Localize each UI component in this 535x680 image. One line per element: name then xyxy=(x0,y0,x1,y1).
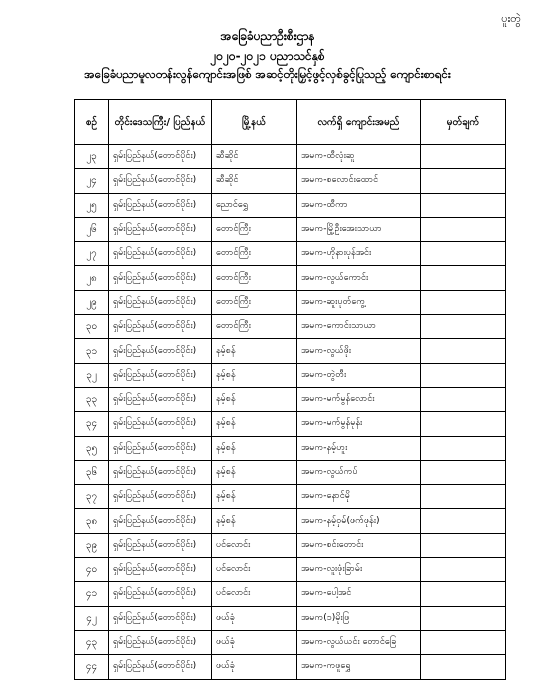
cell-remark xyxy=(421,145,506,169)
cell-remark xyxy=(421,387,506,411)
cell-school: အမက-ကဖူရွှေ xyxy=(297,655,421,679)
header-school: လက်ရှိ ကျောင်းအမည် xyxy=(297,100,421,145)
cell-remark xyxy=(421,169,506,193)
cell-school: အမက-လွယ်ဖိုး xyxy=(297,339,421,363)
cell-school: အမက-မြို့ဦးအေးသာယာ xyxy=(297,217,421,241)
cell-remark xyxy=(421,193,506,217)
cell-school: အမက-မက်မွန်လောင်း xyxy=(297,387,421,411)
cell-region: ရှမ်းပြည်နယ်(တောင်ပိုင်း) xyxy=(109,145,212,169)
cell-remark xyxy=(421,290,506,314)
table-row xyxy=(75,436,506,460)
table-row xyxy=(75,387,506,411)
cell-region: ရှမ်းပြည်နယ်(တောင်ပိုင်း) xyxy=(109,315,212,339)
cell-no: ၃၁ xyxy=(75,339,109,363)
cell-no: ၃၉ xyxy=(75,533,109,557)
cell-school: အမက-လူးဖုံးခြာမ်း xyxy=(297,558,421,582)
cell-no: ၂၆ xyxy=(75,217,109,241)
table-row xyxy=(75,582,506,606)
cell-no: ၃၅ xyxy=(75,436,109,460)
table-row xyxy=(75,606,506,630)
cell-remark xyxy=(421,266,506,290)
cell-school: အမက-နမ့်ဟူး xyxy=(297,436,421,460)
cell-township: ပင်လောင်း xyxy=(212,558,297,582)
cell-region: ရှမ်းပြည်နယ်(တောင်ပိုင်း) xyxy=(109,266,212,290)
cell-township: တောင်ကြီး xyxy=(212,315,297,339)
cell-remark xyxy=(421,217,506,241)
cell-region: ရှမ်းပြည်နယ်(တောင်ပိုင်း) xyxy=(109,169,212,193)
cell-remark xyxy=(421,339,506,363)
table-row xyxy=(75,509,506,533)
table-row xyxy=(75,339,506,363)
cell-no: ၃၄ xyxy=(75,412,109,436)
cell-school: အမက(၁)မိုးဖြ xyxy=(297,606,421,630)
cell-region: ရှမ်းပြည်နယ်(တောင်ပိုင်း) xyxy=(109,509,212,533)
cell-region: ရှမ်းပြည်နယ်(တောင်ပိုင်း) xyxy=(109,533,212,557)
cell-remark xyxy=(421,655,506,679)
table-row xyxy=(75,485,506,509)
cell-township: တောင်ကြီး xyxy=(212,217,297,241)
cell-school: အမက-ဟိုနားပုန်အင်း xyxy=(297,242,421,266)
department-title: အခြေခံပညာဦးစီးဌာန xyxy=(220,29,315,43)
cell-school: အမက-ဆူးပုတ်ကွေ့ xyxy=(297,290,421,314)
cell-township: ဖယ်ခုံ xyxy=(212,606,297,630)
cell-no: ၄၄ xyxy=(75,655,109,679)
attachment-label: ပူးတွဲ xyxy=(501,12,521,25)
table-row xyxy=(75,242,506,266)
cell-school: အမက-လွယ်ကောင်း xyxy=(297,266,421,290)
header-region: တိုင်းဒေသကြီး/ ပြည်နယ် xyxy=(109,100,212,145)
table-row xyxy=(75,217,506,241)
header-township: မြို့နယ် xyxy=(212,100,297,145)
table-row xyxy=(75,363,506,387)
table-row xyxy=(75,169,506,193)
cell-township: တောင်ကြီး xyxy=(212,290,297,314)
cell-remark xyxy=(421,630,506,654)
cell-township: နမ့်စန် xyxy=(212,363,297,387)
cell-school: အမက-ထီကာ xyxy=(297,193,421,217)
header-no: စဉ် xyxy=(75,100,109,145)
cell-no: ၃၈ xyxy=(75,509,109,533)
cell-township: နမ့်စန် xyxy=(212,485,297,509)
cell-remark xyxy=(421,460,506,484)
cell-no: ၂၉ xyxy=(75,290,109,314)
cell-region: ရှမ်းပြည်နယ်(တောင်ပိုင်း) xyxy=(109,412,212,436)
cell-region: ရှမ်းပြည်နယ်(တောင်ပိုင်း) xyxy=(109,655,212,679)
cell-region: ရှမ်းပြည်နယ်(တောင်ပိုင်း) xyxy=(109,485,212,509)
cell-region: ရှမ်းပြည်နယ်(တောင်ပိုင်း) xyxy=(109,363,212,387)
school-list-table xyxy=(74,99,506,680)
cell-region: ရှမ်းပြည်နယ်(တောင်ပိုင်း) xyxy=(109,242,212,266)
table-row xyxy=(75,266,506,290)
cell-remark xyxy=(421,242,506,266)
cell-region: ရှမ်းပြည်နယ်(တောင်ပိုင်း) xyxy=(109,339,212,363)
cell-no: ၂၇ xyxy=(75,242,109,266)
table-row xyxy=(75,145,506,169)
cell-school: အမက-လွယ်ယင်း တောင်ခြေ xyxy=(297,630,421,654)
cell-township: ဖယ်ခုံ xyxy=(212,630,297,654)
cell-township: ညောင်ရွှေ xyxy=(212,193,297,217)
cell-school: အမက-နောင်မို xyxy=(297,485,421,509)
cell-school: အမက-တွဲတီး xyxy=(297,363,421,387)
cell-remark xyxy=(421,582,506,606)
table-row xyxy=(75,412,506,436)
cell-township: တောင်ကြီး xyxy=(212,266,297,290)
cell-no: ၄၂ xyxy=(75,606,109,630)
cell-no: ၄၃ xyxy=(75,630,109,654)
cell-no: ၂၈ xyxy=(75,266,109,290)
academic-year-title: ၂၀၂၀-၂၀၂၁ ပညာသင်နှစ် xyxy=(210,49,325,63)
table-row xyxy=(75,315,506,339)
cell-township: ပင်လောင်း xyxy=(212,533,297,557)
cell-remark xyxy=(421,509,506,533)
cell-township: နမ့်စန် xyxy=(212,387,297,411)
list-title: အခြေခံပညာမူလတန်းလွန်ကျောင်းအဖြစ် အဆင့်တိုးမြှင့်ဖွင့်လှစ်ခွင့်ပြုသည့် ကျောင်းစာရင်း xyxy=(84,67,451,81)
cell-no: ၂၅ xyxy=(75,193,109,217)
table-row xyxy=(75,533,506,557)
cell-township: ဆီဆိုင် xyxy=(212,169,297,193)
cell-township: နမ့်စန် xyxy=(212,460,297,484)
table-header-row xyxy=(75,100,506,145)
cell-school: အမက-မက်မွန်မုန်း xyxy=(297,412,421,436)
cell-region: ရှမ်းပြည်နယ်(တောင်ပိုင်း) xyxy=(109,387,212,411)
cell-remark xyxy=(421,436,506,460)
table-body xyxy=(75,145,506,680)
cell-region: ရှမ်းပြည်နယ်(တောင်ပိုင်း) xyxy=(109,217,212,241)
cell-region: ရှမ်းပြည်နယ်(တောင်ပိုင်း) xyxy=(109,193,212,217)
cell-school: အမက-နမ့်ဝှမ်(ဖက်ဖုန်း) xyxy=(297,509,421,533)
table-row xyxy=(75,558,506,582)
cell-township: နမ့်စန် xyxy=(212,339,297,363)
cell-no: ၃၂ xyxy=(75,363,109,387)
table-row xyxy=(75,193,506,217)
cell-no: ၃၀ xyxy=(75,315,109,339)
cell-no: ၃၆ xyxy=(75,460,109,484)
cell-school: အမက-ပေါ့အင် xyxy=(297,582,421,606)
cell-remark xyxy=(421,315,506,339)
cell-remark xyxy=(421,606,506,630)
cell-school: အမက-ကောင်းသာယာ xyxy=(297,315,421,339)
cell-region: ရှမ်းပြည်နယ်(တောင်ပိုင်း) xyxy=(109,582,212,606)
cell-remark xyxy=(421,533,506,557)
cell-no: ၃၃ xyxy=(75,387,109,411)
header-remark: မှတ်ချက် xyxy=(421,100,506,145)
cell-no: ၂၄ xyxy=(75,169,109,193)
cell-school: အမက-စလောင်းထောင် xyxy=(297,169,421,193)
cell-township: နမ့်စန် xyxy=(212,436,297,460)
cell-township: တောင်ကြီး xyxy=(212,242,297,266)
table-row xyxy=(75,460,506,484)
cell-remark xyxy=(421,412,506,436)
cell-region: ရှမ်းပြည်နယ်(တောင်ပိုင်း) xyxy=(109,436,212,460)
cell-township: ဆီဆိုင် xyxy=(212,145,297,169)
cell-no: ၃၇ xyxy=(75,485,109,509)
cell-township: ပင်လောင်း xyxy=(212,582,297,606)
table-row xyxy=(75,655,506,679)
cell-township: နမ့်စန် xyxy=(212,509,297,533)
cell-no: ၄၁ xyxy=(75,582,109,606)
cell-region: ရှမ်းပြည်နယ်(တောင်ပိုင်း) xyxy=(109,606,212,630)
table-row xyxy=(75,290,506,314)
cell-township: နမ့်စန် xyxy=(212,412,297,436)
cell-region: ရှမ်းပြည်နယ်(တောင်ပိုင်း) xyxy=(109,558,212,582)
cell-remark xyxy=(421,485,506,509)
cell-school: အမက-လွယ်ကပ် xyxy=(297,460,421,484)
cell-region: ရှမ်းပြည်နယ်(တောင်ပိုင်း) xyxy=(109,460,212,484)
table-row xyxy=(75,630,506,654)
cell-township: ဖယ်ခုံ xyxy=(212,655,297,679)
cell-region: ရှမ်းပြည်နယ်(တောင်ပိုင်း) xyxy=(109,630,212,654)
cell-school: အမက-စင်းတောင်း xyxy=(297,533,421,557)
cell-region: ရှမ်းပြည်နယ်(တောင်ပိုင်း) xyxy=(109,290,212,314)
cell-remark xyxy=(421,558,506,582)
cell-school: အမက-ထီလုံးဆူ xyxy=(297,145,421,169)
cell-no: ၂၃ xyxy=(75,145,109,169)
cell-remark xyxy=(421,363,506,387)
cell-no: ၄၀ xyxy=(75,558,109,582)
